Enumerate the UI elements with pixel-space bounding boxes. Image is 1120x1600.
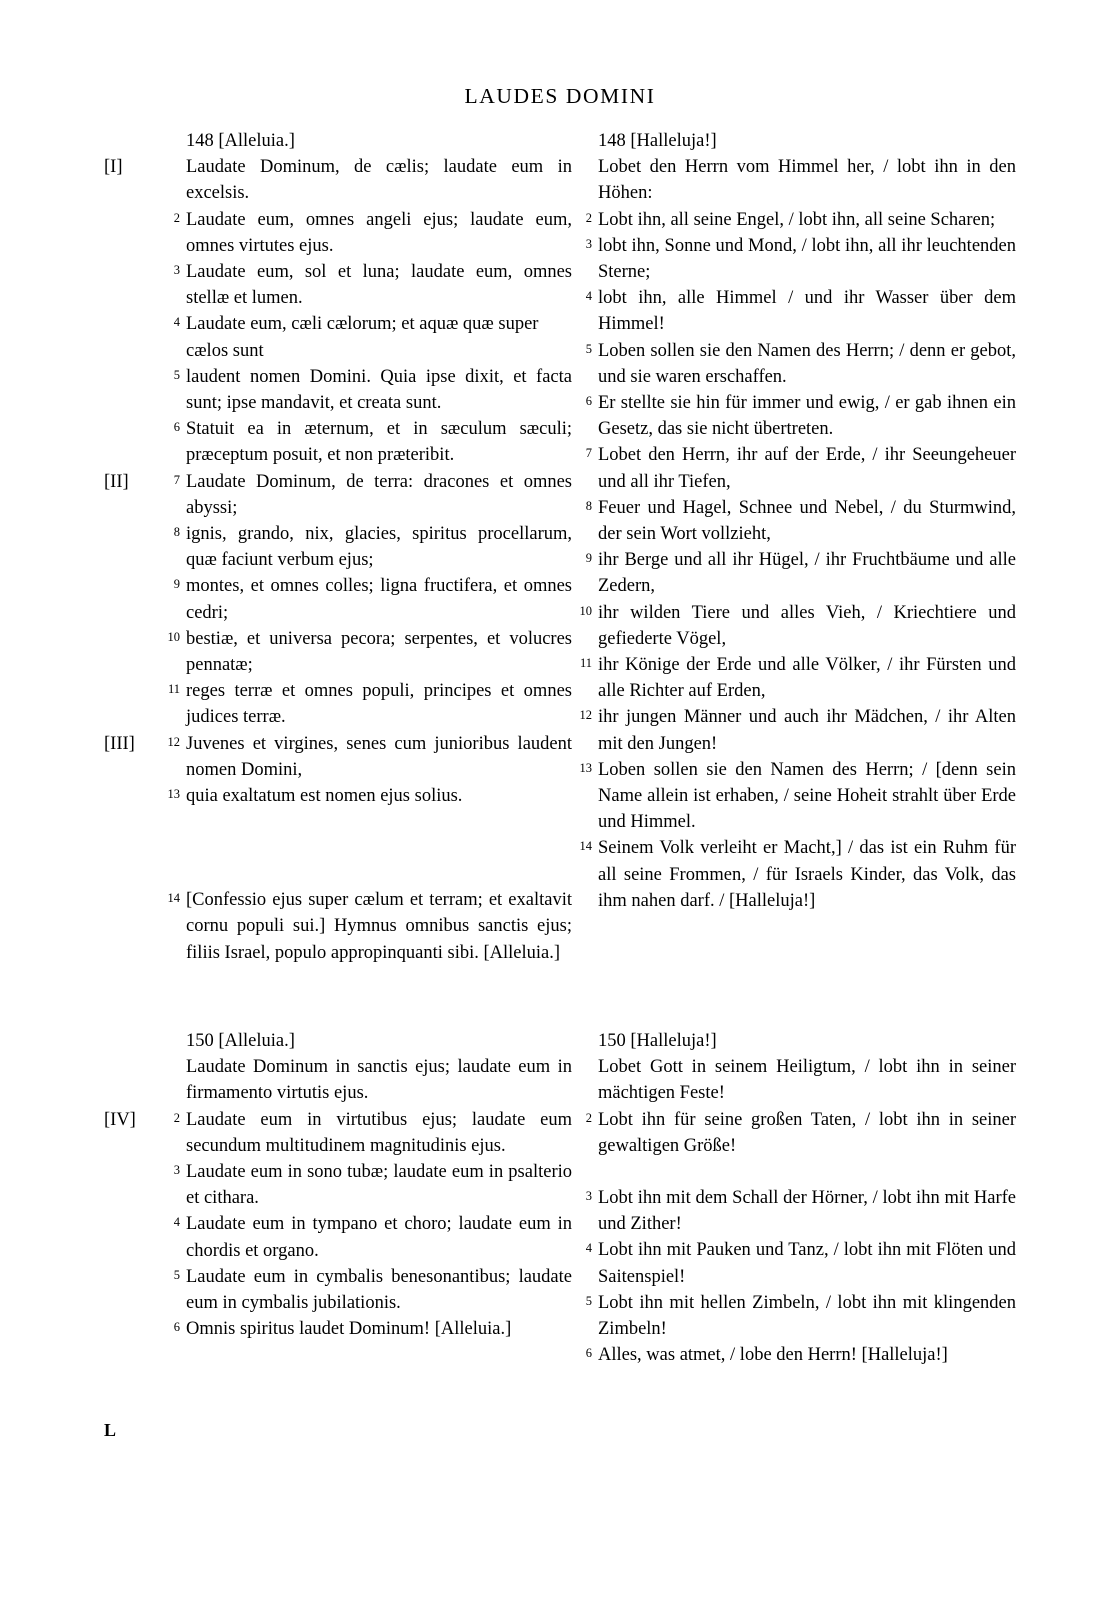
verse-text-latin: Laudate eum in sono tubæ; laudate eum in psalterio et cithara. (186, 1161, 572, 1209)
verse-text-latin: Laudate eum, cæli cælorum; et aquæ quæ super cælos sunt (186, 314, 539, 361)
verse-row (572, 1107, 1016, 1159)
verse-number: 7 (173, 472, 180, 487)
verse-row (104, 521, 572, 573)
latin-column-150 (104, 1028, 572, 1342)
psalm-heading-german: 150 [Halleluja!] (598, 1030, 717, 1051)
verse-text-german: Lobet den Herrn vom Himmel her, / lobt ihn in den Höhen: (598, 157, 1016, 204)
verse-number: 5 (173, 367, 180, 382)
verse-number: 3 (173, 263, 180, 278)
verse-text-latin: Laudate eum in virtutibus ejus; laudate eum secundum multitudinem magnitudinis ejus. (186, 1109, 572, 1156)
verse-number: 10 (579, 603, 592, 618)
verse-number (160, 1028, 186, 1031)
verse-row (104, 259, 572, 311)
verse-text-latin: Laudate Dominum, de cælis; laudate eum in excelsis. (186, 157, 572, 204)
verse-number (572, 128, 598, 131)
verse-number: 8 (585, 498, 592, 513)
verse-row (104, 469, 572, 521)
verse-row (572, 547, 1016, 599)
verse-number: 5 (173, 1267, 180, 1282)
verse-row (572, 207, 1016, 233)
verse-text-latin: Statuit ea in æternum, et in sæculum sæculi; præceptum posuit, et non præteribit. (186, 419, 572, 466)
verse-text-latin: [Confessio ejus super cælum et terram; et exaltavit cornu populi sui.] Hymnus omnibus sanctis ejus; filiis Israel, populo appropinquanti sibi. [Alleluia.] (186, 890, 572, 963)
verse-number: 6 (585, 394, 592, 409)
verse-row (572, 285, 1016, 337)
column-pair-148 (104, 128, 1016, 966)
verse-text-german: ihr jungen Männer und auch ihr Mädchen, / ihr Alten mit den Jungen! (598, 707, 1016, 754)
verse-row (572, 233, 1016, 285)
verse-number: 4 (585, 289, 592, 304)
verse-row (104, 783, 572, 809)
verse-number: 12 (579, 708, 592, 723)
psalm-heading-row (572, 1028, 1016, 1054)
verse-row (104, 626, 572, 678)
verse-number: 4 (173, 1215, 180, 1230)
verse-row (104, 311, 572, 363)
verse-number: 2 (585, 1110, 592, 1125)
verse-text-german: ihr Berge und all ihr Hügel, / ihr Fruchtbäume und alle Zedern, (598, 550, 1016, 597)
verse-text-german: Loben sollen sie den Namen des Herrn; / [denn sein Name allein ist erhaben, / seine Hoheit strahlt über Erde und Himmel. (598, 759, 1016, 833)
verse-text-german: Lobt ihn mit Pauken und Tanz, / lobt ihn mit Flöten und Saitenspiel! (598, 1240, 1016, 1287)
verse-row (572, 390, 1016, 442)
verse-number (160, 128, 186, 131)
verse-text-latin: Laudate Dominum, de terra: dracones et omnes abyssi; (186, 471, 572, 518)
verse-row (104, 887, 572, 966)
verse-number: 5 (585, 1293, 592, 1308)
verse-number: 11 (167, 682, 180, 697)
verse-text-latin: bestiæ, et universa pecora; serpentes, et volucres pennatæ; (186, 628, 572, 676)
verse-text-latin: montes, et omnes colles; ligna fructifera, et omnes cedri; (186, 576, 572, 623)
latin-column-148 (104, 128, 572, 966)
verse-row (104, 1316, 572, 1342)
verse-row (572, 442, 1016, 494)
verse-text-german: Lobt ihn mit hellen Zimbeln, / lobt ihn mit klingenden Zimbeln! (598, 1292, 1016, 1339)
psalm-heading-latin: 148 [Alleluia.] (186, 131, 295, 151)
signature-mark: L (104, 1420, 117, 1440)
verse-text-german: Loben sollen sie den Namen des Herrn; / denn er gebot, und sie waren erschaffen. (598, 340, 1016, 387)
verse-number (572, 154, 598, 157)
verse-row (572, 757, 1016, 836)
text-body (104, 128, 1016, 1368)
verse-text-german: Lobet den Herrn, ihr auf der Erde, / ihr Seeungeheuer und all ihr Tiefen, (598, 445, 1016, 492)
verse-number: 10 (167, 629, 180, 644)
verse-number: 12 (167, 734, 180, 749)
verse-number: 13 (167, 787, 180, 802)
verse-number: 6 (585, 1346, 592, 1361)
verse-row (572, 1290, 1016, 1342)
verse-row (104, 678, 572, 730)
verse-number: 6 (173, 1320, 180, 1335)
verse-number: 3 (585, 236, 592, 251)
psalm-block-150 (104, 1028, 1016, 1368)
verse-text-german: Alles, was atmet, / lobe den Herrn! [Halleluja!] (598, 1345, 948, 1366)
verse-row (104, 1107, 572, 1159)
verse-row (572, 600, 1016, 652)
verse-row (572, 1342, 1016, 1368)
verse-text-german: lobt ihn, Sonne und Mond, / lobt ihn, all ihr leuchtenden Sterne; (598, 235, 1016, 283)
verse-text-latin: Omnis spiritus laudet Dominum! [Alleluia.] (186, 1319, 512, 1340)
section-marker: [IV] (104, 1109, 136, 1130)
psalm-heading-latin: 150 [Alleluia.] (186, 1030, 295, 1051)
verse-text-latin: quia exaltatum est nomen ejus solius. (186, 786, 463, 807)
verse-number: 6 (173, 420, 180, 435)
verse-number: 14 (167, 891, 180, 906)
verse-text-german: ihr Könige der Erde und alle Völker, / ihr Fürsten und alle Richter auf Erden, (598, 655, 1016, 702)
verse-row (572, 704, 1016, 756)
verse-row (572, 652, 1016, 704)
verse-number: 8 (173, 525, 180, 540)
verse-row (104, 1054, 572, 1106)
verse-number: 2 (585, 210, 592, 225)
psalm-heading-german: 148 [Halleluja!] (598, 131, 717, 151)
verse-number (572, 1054, 598, 1057)
column-spacer (104, 809, 572, 887)
verse-row (104, 731, 572, 783)
psalm-block-148 (104, 128, 1016, 966)
verse-text-latin: Laudate eum in tympano et choro; laudate eum in chordis et organo. (186, 1214, 572, 1261)
verse-text-latin: reges terræ et omnes populi, principes et omnes judices terræ. (186, 681, 572, 728)
verse-row (104, 1159, 572, 1211)
verse-text-german: Er stellte sie hin für immer und ewig, / er gab ihnen ein Gesetz, das sie nicht übertreten. (598, 393, 1016, 440)
verse-number: 2 (173, 1110, 180, 1125)
verse-text-german: Lobt ihn, all seine Engel, / lobt ihn, all seine Scharen; (598, 209, 996, 230)
verse-text-german: Feuer und Hagel, Schnee und Nebel, / du Sturmwind, der sein Wort vollzieht, (598, 497, 1016, 545)
verse-row (572, 154, 1016, 206)
verse-number: 3 (585, 1188, 592, 1203)
verse-text-german: Lobt ihn mit dem Schall der Hörner, / lobt ihn mit Harfe und Zither! (598, 1187, 1016, 1235)
verse-row (104, 1211, 572, 1263)
verse-text-latin: Laudate eum, sol et luna; laudate eum, omnes stellæ et lumen. (186, 262, 572, 309)
verse-text-german: ihr wilden Tiere und alles Vieh, / Kriechtiere und gefiederte Vögel, (598, 602, 1016, 649)
verse-number (572, 1028, 598, 1031)
verse-row (572, 1237, 1016, 1289)
verse-text-german: Seinem Volk verleiht er Macht,] / das ist ein Ruhm für all seine Frommen, / für Israels Kinder, das Volk, das ihm nahen darf. / [Halleluja!] (598, 838, 1016, 911)
verse-row (104, 573, 572, 625)
verse-text-latin: laudent nomen Domini. Quia ipse dixit, et facta sunt; ipse mandavit, et creata sunt. (186, 366, 572, 414)
verse-text-latin: Laudate Dominum in sanctis ejus; laudate eum in firmamento virtutis ejus. (186, 1057, 572, 1104)
verse-number: 4 (173, 315, 180, 330)
verse-number: 11 (579, 656, 592, 671)
verse-row (572, 495, 1016, 547)
verse-row (104, 1264, 572, 1316)
german-column-150 (572, 1028, 1016, 1368)
verse-row (104, 207, 572, 259)
verse-row (104, 416, 572, 468)
verse-number (160, 1054, 186, 1057)
verse-number: 3 (173, 1162, 180, 1177)
verse-number: 13 (579, 760, 592, 775)
section-marker: [II] (104, 471, 129, 492)
verse-row (572, 1054, 1016, 1106)
column-pair-150 (104, 1028, 1016, 1368)
section-marker: [III] (104, 733, 135, 754)
verse-row (104, 154, 572, 206)
verse-row (572, 835, 1016, 914)
column-spacer (572, 1159, 1016, 1185)
verse-text-latin: Juvenes et virgines, senes cum junioribus laudent nomen Domini, (186, 733, 572, 780)
verse-text-latin: Laudate eum in cymbalis benesonantibus; laudate eum in cymbalis jubilationis. (186, 1266, 572, 1313)
psalm-heading-row (572, 128, 1016, 154)
verse-number: 4 (585, 1241, 592, 1256)
verse-number: 2 (173, 210, 180, 225)
section-marker: [I] (104, 157, 123, 178)
verse-number: 5 (585, 341, 592, 356)
verse-row (104, 364, 572, 416)
verse-text-german: Lobt ihn für seine großen Taten, / lobt ihn in seiner gewaltigen Größe! (598, 1109, 1016, 1156)
verse-number: 9 (173, 577, 180, 592)
psalm-heading-row (104, 128, 572, 154)
verse-number: 7 (585, 446, 592, 461)
verse-row (572, 338, 1016, 390)
verse-row (572, 1185, 1016, 1237)
verse-text-latin: Laudate eum, omnes angeli ejus; laudate eum, omnes virtutes ejus. (186, 209, 572, 256)
verse-text-german: Lobet Gott in seinem Heiligtum, / lobt ihn in seiner mächtigen Feste! (598, 1057, 1016, 1104)
german-column-148 (572, 128, 1016, 914)
running-head: LAUDES DOMINI (464, 84, 656, 108)
verse-text-latin: ignis, grando, nix, glacies, spiritus procellarum, quæ faciunt verbum ejus; (186, 524, 572, 571)
verse-number (160, 154, 186, 157)
verse-number: 9 (585, 551, 592, 566)
verse-number: 14 (579, 839, 592, 854)
psalm-heading-row (104, 1028, 572, 1054)
verse-text-german: lobt ihn, alle Himmel / und ihr Wasser über dem Himmel! (598, 288, 1016, 335)
